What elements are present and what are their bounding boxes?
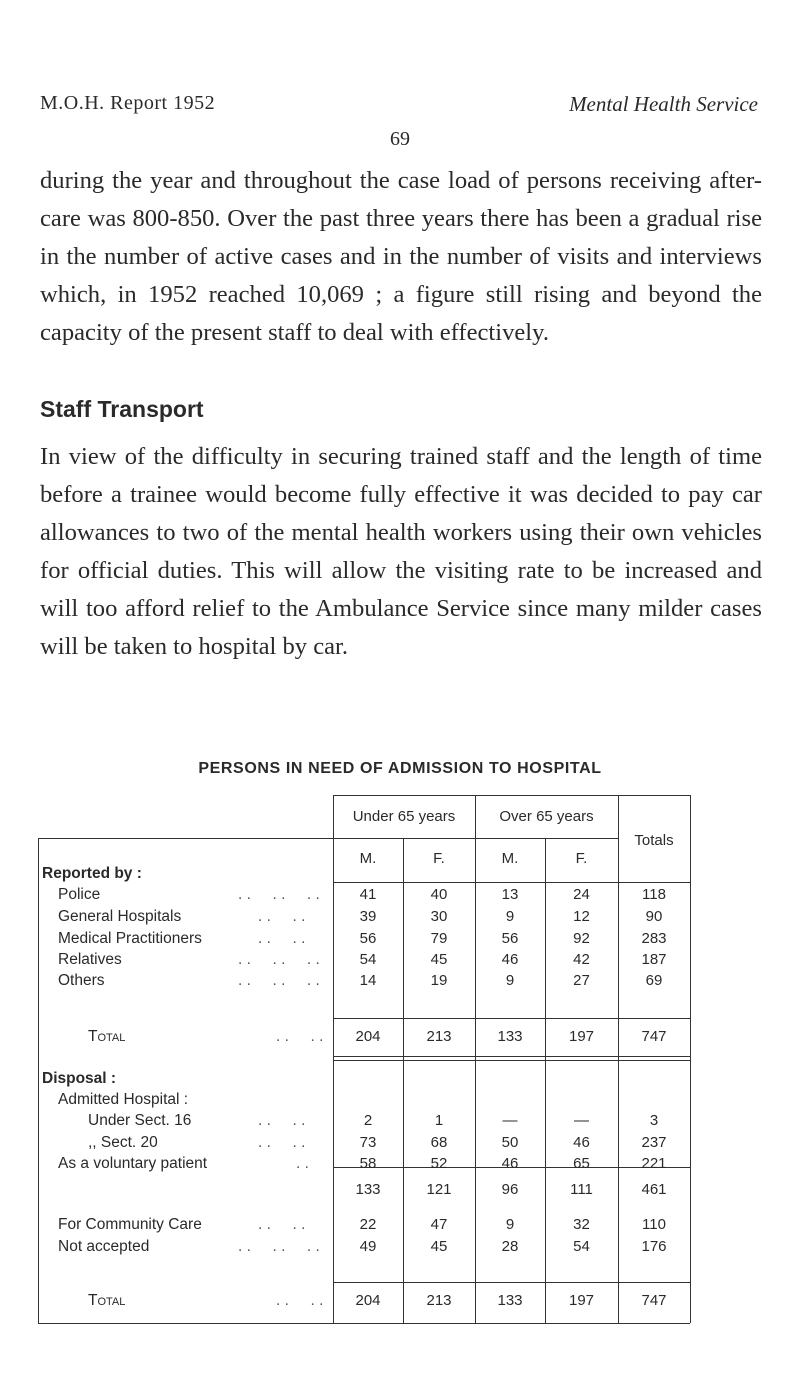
label-disposal: Disposal : — [42, 1070, 117, 1087]
label-column-rule — [38, 838, 333, 839]
table-cell: 213 — [426, 1028, 452, 1045]
leader-dots: . . . . — [258, 1134, 306, 1151]
header-over-65: Over 65 years — [499, 808, 594, 825]
table-cell: 24 — [573, 886, 590, 903]
table-cell: 111 — [570, 1181, 593, 1198]
table-cell: 22 — [359, 1216, 377, 1233]
table-cell: 42 — [573, 951, 590, 968]
table-cell: 45 — [430, 1238, 448, 1255]
report-header-title: M.O.H. Report 1952 — [40, 92, 216, 114]
table-cell: 50 — [501, 1134, 519, 1151]
row-label-voluntary: As a voluntary patient — [58, 1155, 208, 1172]
table-cell: 49 — [359, 1238, 377, 1255]
table-cell: 68 — [430, 1134, 448, 1151]
table-cell: 54 — [573, 1238, 590, 1255]
table-cell: 133 — [355, 1181, 381, 1198]
table-cell: 197 — [568, 1292, 595, 1309]
table-cell: 30 — [430, 908, 448, 925]
table-cell: 1 — [434, 1112, 444, 1129]
table-cell: 45 — [430, 951, 448, 968]
subheader-over65-m: M. — [501, 850, 519, 867]
table-right-rule — [690, 795, 691, 1323]
section-header-title: Mental Health Service — [569, 92, 758, 116]
subheader-under65-f: F. — [433, 850, 445, 867]
row-label-general-hospitals: General Hospitals — [58, 908, 182, 925]
leader-dots: . . . . — [258, 930, 306, 947]
table-cell: 204 — [355, 1028, 381, 1045]
row-label-total-2: Total — [88, 1292, 126, 1309]
table-cell: 12 — [573, 908, 590, 925]
table-cell: 96 — [501, 1181, 519, 1198]
table-cell: 110 — [642, 1216, 666, 1233]
table-cell: 39 — [359, 908, 377, 925]
table-bottom-rule — [38, 1323, 690, 1324]
row-label-not-accepted: Not accepted — [58, 1238, 150, 1255]
table-cell: 54 — [359, 951, 377, 968]
page-number: 69 — [390, 128, 410, 150]
table-cell: 14 — [359, 972, 377, 989]
table-cell: 3 — [649, 1112, 659, 1129]
label-admitted-hospital: Admitted Hospital : — [58, 1091, 189, 1108]
label-reported-by: Reported by : — [42, 865, 142, 882]
total2-rule-top — [333, 1282, 690, 1283]
table-cell: 79 — [430, 930, 448, 947]
paragraph-staff-transport: In view of the difficulty in securing trained staff and the length of time before a trainee would become fully effective it was decided to pay car allowances to two of the mental health workers using their own vehicles for official duties. This will allow the visiting rate to be increased and will too afford relief to the Ambulance Service since many milder cases will be taken to hospital by car. — [40, 443, 762, 660]
leader-dots: . . . . . . — [238, 886, 320, 903]
table-cell: 187 — [641, 951, 667, 968]
table-cell: 32 — [573, 1216, 590, 1233]
table-cell: 9 — [505, 908, 515, 925]
table-cell: 133 — [497, 1028, 523, 1045]
table-cell: 58 — [359, 1155, 377, 1172]
table-cell: 747 — [641, 1292, 667, 1309]
header-totals: Totals — [634, 832, 674, 849]
row-label-total-1: Total — [88, 1028, 126, 1045]
table-cell: 213 — [426, 1292, 452, 1309]
leader-dots: . . . . — [258, 908, 306, 925]
table-cell: 461 — [641, 1181, 667, 1198]
table-left-rule — [38, 838, 39, 1323]
table-cell: 41 — [359, 886, 377, 903]
row-label-sect-16: Under Sect. 16 — [88, 1112, 192, 1129]
subheader-over65-f: F. — [575, 850, 588, 867]
table-cell: 204 — [355, 1292, 381, 1309]
table-cell: 133 — [497, 1292, 523, 1309]
leader-dots: . . . . — [276, 1292, 324, 1309]
leader-dots: . . . . — [258, 1216, 306, 1233]
table-cell: 121 — [426, 1181, 452, 1198]
leader-dots: . . . . — [276, 1028, 324, 1045]
table-cell: 118 — [642, 886, 666, 903]
leader-dots: . . . . . . — [238, 972, 320, 989]
total-rule-bottom — [333, 1056, 690, 1057]
table-cell: 13 — [501, 886, 519, 903]
row-label-others: Others — [58, 972, 105, 989]
table-cell: 9 — [505, 972, 515, 989]
table-cell: 73 — [359, 1134, 377, 1151]
subheader-rule — [333, 882, 690, 883]
table-cell: 237 — [641, 1134, 667, 1151]
table-cell: — — [502, 1112, 518, 1129]
table-cell: 46 — [573, 1134, 590, 1151]
table-cell: 19 — [430, 972, 448, 989]
leader-dots: . . . . . . — [238, 951, 320, 968]
table-cell: 56 — [359, 930, 377, 947]
table-cell: 221 — [641, 1155, 667, 1172]
section-heading-staff-transport: Staff Transport — [40, 396, 204, 422]
table-cell: 52 — [430, 1155, 448, 1172]
table-cell: 47 — [430, 1216, 448, 1233]
table-cell: — — [574, 1112, 589, 1129]
leader-dots: . . . . — [258, 1112, 306, 1129]
table-cell: 40 — [430, 886, 448, 903]
table-cell: 197 — [568, 1028, 595, 1045]
table-cell: 9 — [505, 1216, 515, 1233]
table-cell: 56 — [501, 930, 519, 947]
table-title: PERSONS IN NEED OF ADMISSION TO HOSPITAL — [198, 760, 602, 777]
row-label-relatives: Relatives — [58, 951, 122, 968]
table-top-rule — [333, 795, 690, 796]
table-cell: 69 — [645, 972, 663, 989]
table-cell: 283 — [641, 930, 667, 947]
table-cell: 2 — [363, 1112, 373, 1129]
table-cell: 46 — [501, 1155, 519, 1172]
table-cell: 46 — [501, 951, 519, 968]
table-cell: 90 — [645, 908, 663, 925]
table-cell: 28 — [501, 1238, 519, 1255]
row-label-police: Police — [58, 886, 101, 903]
row-label-community-care: For Community Care — [58, 1216, 202, 1233]
table-cell: 65 — [573, 1155, 590, 1172]
paragraph-aftercare: during the year and throughout the case load of persons receiving after-care was 800-850. Over the past three years there has been a gradual rise in the number of active cases and in the number of visits and interviews which, in 1952 reached 10,069 ; a figure still rising and beyond the capacity of the present staff to deal with effectively. — [40, 167, 762, 346]
table-cell: 747 — [641, 1028, 667, 1045]
table-cell: 27 — [573, 972, 590, 989]
leader-dots: . . . . . . — [238, 1238, 320, 1255]
row-label-medical-practitioners: Medical Practitioners — [58, 930, 202, 947]
header-under-65: Under 65 years — [352, 808, 456, 825]
total-rule-double — [333, 1060, 690, 1061]
table-cell: 92 — [573, 930, 590, 947]
subheader-under65-m: M. — [359, 850, 377, 867]
table-cell: 176 — [641, 1238, 667, 1255]
total-rule-top — [333, 1018, 690, 1019]
leader-dots: . . — [296, 1155, 309, 1172]
row-label-sect-20: ,, Sect. 20 — [88, 1134, 158, 1151]
